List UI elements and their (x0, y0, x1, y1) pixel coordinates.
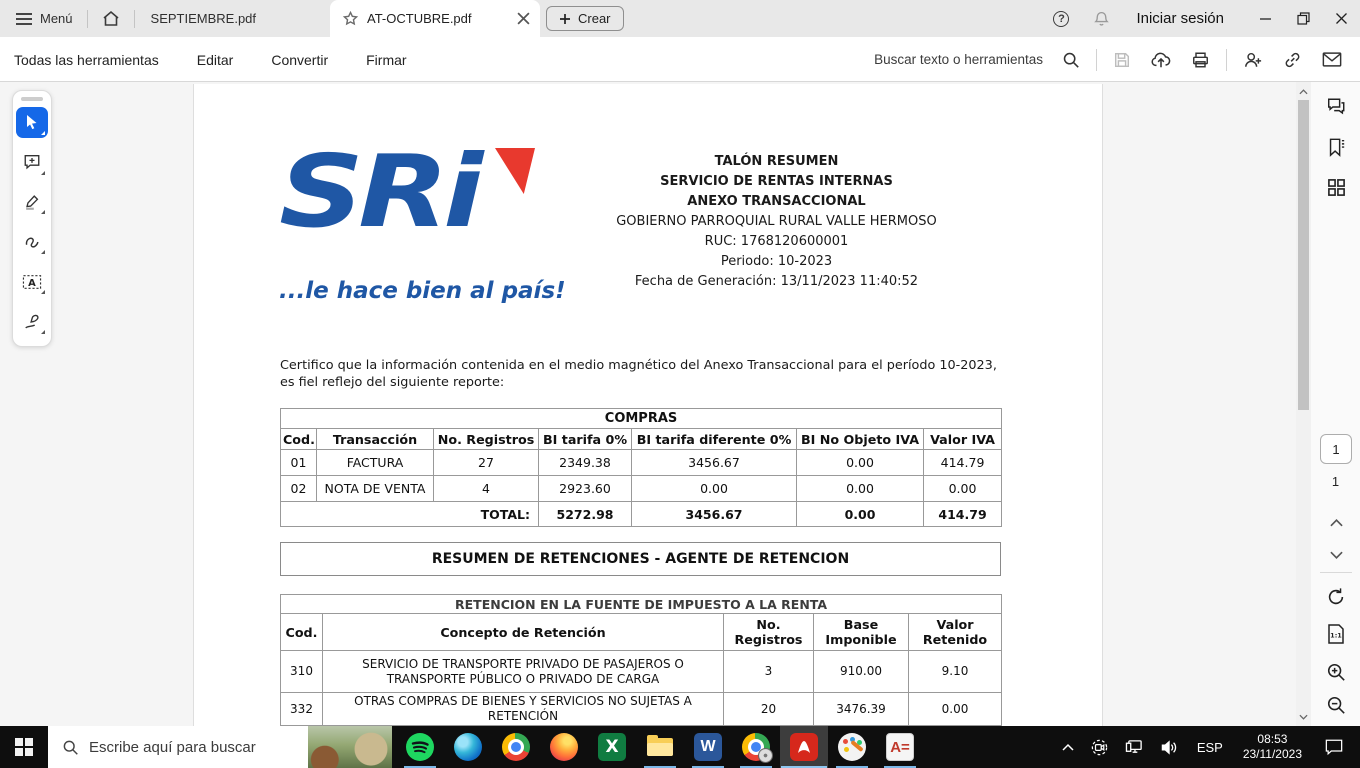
taskbar-app-excel[interactable] (588, 726, 636, 768)
compras-title: COMPRAS (281, 409, 1002, 429)
table-cell: 910.00 (814, 651, 909, 693)
menu-sign[interactable]: Firmar (366, 51, 407, 68)
tab-at-octubre[interactable] (330, 0, 540, 37)
table-cell: 0.00 (909, 693, 1002, 726)
taskbar-app-acrobat[interactable] (780, 726, 828, 768)
col-header: No. Registros (434, 429, 539, 450)
table-row (281, 693, 1002, 726)
table-cell: 2923.60 (539, 476, 632, 502)
add-comment-tool[interactable] (16, 147, 48, 178)
resumen-retenciones-title: RESUMEN DE RETENCIONES - AGENTE DE RETENCION (280, 542, 1001, 576)
flyout-indicator (41, 171, 45, 175)
share-button[interactable] (1141, 37, 1181, 82)
taskbar-app-spotify[interactable] (396, 726, 444, 768)
vertical-scrollbar[interactable] (1296, 82, 1311, 726)
minimize-button[interactable] (1246, 0, 1284, 37)
taskbar-app-document-viewer[interactable] (876, 726, 924, 768)
help-icon: ? (1053, 11, 1069, 27)
col-header: No. Registros (724, 614, 814, 651)
scroll-down-icon[interactable] (1296, 709, 1311, 724)
divider (1320, 572, 1352, 573)
retencion-title: RETENCION EN LA FUENTE DE IMPUESTO A LA RENTA (281, 595, 1002, 614)
add-text-tool[interactable] (16, 266, 48, 297)
taskbar-search[interactable] (48, 726, 392, 768)
table-cell: 0.00 (797, 450, 924, 476)
menu-edit[interactable]: Editar (196, 51, 234, 68)
taskbar-search-input[interactable] (89, 739, 308, 756)
table-cell: 4 (434, 476, 539, 502)
hamburger-icon (16, 12, 32, 26)
table-cell: SERVICIO DE TRANSPORTE PRIVADO DE PASAJEROS O TRANSPORTE PÚBLICO O PRIVADO DE CARGA (323, 651, 724, 693)
edge-icon (454, 733, 482, 761)
save-icon (1113, 51, 1131, 69)
chrome-icon (502, 733, 530, 761)
flyout-indicator (41, 131, 45, 135)
printer-icon (1191, 51, 1210, 69)
paint-icon (838, 733, 866, 761)
windows-taskbar (0, 726, 1360, 768)
taskbar-app-chrome-media[interactable] (732, 726, 780, 768)
col-header: Cod. (281, 614, 323, 651)
drag-handle[interactable] (21, 97, 43, 101)
tab-at-octubre-label: AT-OCTUBRE.pdf (367, 11, 472, 26)
flyout-indicator (41, 250, 45, 254)
tray-expand-button[interactable] (1054, 743, 1082, 751)
total-row (281, 502, 1002, 527)
divider (1226, 49, 1227, 71)
request-signatures-button[interactable] (1233, 37, 1273, 82)
home-icon (102, 10, 120, 27)
create-button[interactable] (546, 6, 624, 31)
table-row (281, 476, 1002, 502)
tray-time: 08:53 (1257, 732, 1288, 746)
get-link-button[interactable] (1273, 37, 1312, 82)
svg-text:A: A (28, 277, 36, 289)
help-button[interactable] (1041, 0, 1081, 37)
col-header: Valor Retenido (909, 614, 1002, 651)
toolbar (0, 37, 1360, 82)
header-line: TALÓN RESUMEN (714, 154, 839, 169)
mail-icon (1322, 51, 1342, 68)
scroll-up-icon[interactable] (1296, 84, 1311, 99)
table-cell: 0.00 (632, 476, 797, 502)
table-row (281, 450, 1002, 476)
flyout-indicator (41, 290, 45, 294)
header-line: ANEXO TRANSACCIONAL (687, 194, 866, 209)
flyout-indicator (41, 210, 45, 214)
header-line: Fecha de Generación: 13/11/2023 11:40:52 (634, 274, 919, 289)
document-viewport (0, 82, 1360, 726)
draw-tool[interactable] (16, 226, 48, 257)
home-button[interactable] (88, 0, 134, 37)
table-cell: OTRAS COMPRAS DE BIENES Y SERVICIOS NO SUJETAS A RETENCIÓN (323, 693, 724, 726)
taskbar-app-paint[interactable] (828, 726, 876, 768)
notifications-button[interactable] (1081, 0, 1122, 37)
rotate-page-button[interactable] (1323, 584, 1349, 610)
search-label[interactable]: Buscar texto o herramientas (874, 52, 1043, 67)
col-header: Concepto de Retención (323, 614, 724, 651)
word-icon: W (694, 733, 722, 761)
taskbar-app-file-explorer[interactable] (636, 726, 684, 768)
table-cell: 3476.39 (814, 693, 909, 726)
volume-icon[interactable] (1152, 739, 1187, 756)
file-explorer-icon (646, 733, 674, 761)
quick-tools-panel (12, 90, 52, 347)
system-tray (1054, 726, 1360, 768)
table-cell: 3456.67 (632, 450, 797, 476)
taskbar-app-word[interactable] (684, 726, 732, 768)
table-cell: 27 (434, 450, 539, 476)
svg-text:1:1: 1:1 (1330, 631, 1342, 640)
network-icon[interactable] (1117, 739, 1152, 756)
tab-close-icon[interactable] (517, 12, 530, 25)
zoom-in-button[interactable] (1323, 659, 1349, 685)
meet-now-icon[interactable] (1082, 738, 1117, 757)
menu-convert[interactable]: Convertir (271, 51, 329, 68)
page-thumbnails-button[interactable] (1323, 174, 1349, 200)
acrobat-icon (790, 733, 818, 761)
taskbar-app-firefox[interactable] (540, 726, 588, 768)
restore-button[interactable] (1284, 0, 1322, 37)
flyout-indicator (41, 330, 45, 334)
total-label: TOTAL: (281, 502, 539, 527)
table-cell: 332 (281, 693, 323, 726)
tab-septiembre[interactable] (135, 0, 300, 37)
table-cell: NOTA DE VENTA (317, 476, 434, 502)
bell-icon (1093, 10, 1110, 28)
certify-paragraph: Certifico que la información contenida en el medio magnético del Anexo Transaccional para el período 10-2023, es fiel reflejo del siguiente reporte: (280, 358, 997, 390)
previous-page-button[interactable] (1323, 510, 1349, 536)
header-line: GOBIERNO PARROQUIAL RURAL VALLE HERMOSO (616, 214, 937, 229)
link-icon (1283, 51, 1302, 69)
table-cell: 0.00 (924, 476, 1002, 502)
col-header: BI tarifa diferente 0% (632, 429, 797, 450)
right-panel-rail (1311, 82, 1360, 726)
highlight-tool[interactable] (16, 187, 48, 218)
tray-date: 23/11/2023 (1242, 747, 1302, 761)
table-cell: 3456.67 (632, 502, 797, 527)
select-tool[interactable] (16, 107, 48, 138)
star-icon[interactable] (342, 10, 359, 27)
add-user-icon (1243, 51, 1263, 69)
menu-label: Menú (40, 11, 73, 26)
table-cell: 20 (724, 693, 814, 726)
table-cell: FACTURA (317, 450, 434, 476)
header-line: RUC: 1768120600001 (704, 234, 849, 249)
title-bar (0, 0, 1360, 37)
current-page-input[interactable]: 1 (1320, 434, 1352, 464)
table-cell: 9.10 (909, 651, 1002, 693)
comments-panel-button[interactable] (1323, 94, 1349, 120)
plus-icon (559, 13, 571, 25)
retencion-table (280, 594, 1002, 726)
print-button[interactable] (1181, 37, 1220, 82)
table-cell: 414.79 (924, 450, 1002, 476)
table-cell: 3 (724, 651, 814, 693)
document-viewer-icon: A= (886, 733, 914, 761)
sri-logo (279, 133, 566, 307)
col-header: Base Imponible (814, 614, 909, 651)
col-header: Valor IVA (924, 429, 1002, 450)
search-box-image[interactable] (308, 726, 392, 768)
compras-table (280, 408, 1002, 527)
close-button[interactable] (1322, 0, 1360, 37)
search-icon (1062, 51, 1080, 69)
table-cell: 01 (281, 450, 317, 476)
table-cell: 414.79 (924, 502, 1002, 527)
sign-in-button[interactable]: Iniciar sesión (1136, 10, 1224, 27)
col-header: BI No Objeto IVA (797, 429, 924, 450)
clock[interactable] (1233, 732, 1312, 762)
table-row (281, 651, 1002, 693)
language-indicator[interactable]: ESP (1196, 739, 1223, 755)
divider (1096, 49, 1097, 71)
start-button[interactable] (0, 726, 48, 768)
chrome-media-icon (742, 733, 770, 761)
firefox-icon (550, 733, 578, 761)
table-cell: 5272.98 (539, 502, 632, 527)
header-line: SERVICIO DE RENTAS INTERNAS (660, 174, 893, 189)
excel-icon: X (598, 733, 626, 761)
taskbar-app-edge[interactable] (444, 726, 492, 768)
email-button[interactable] (1312, 37, 1352, 82)
sri-logo-text: SRi (279, 133, 478, 250)
table-cell: 0.00 (797, 502, 924, 527)
search-button[interactable] (1052, 37, 1090, 82)
actual-size-button[interactable] (1323, 621, 1349, 647)
tab-septiembre-label: SEPTIEMBRE.pdf (150, 11, 257, 26)
table-cell: 0.00 (797, 476, 924, 502)
pdf-page (193, 84, 1103, 726)
menu-button[interactable] (0, 0, 87, 37)
windows-logo-icon (15, 738, 33, 756)
create-label: Crear (578, 11, 611, 26)
next-page-button[interactable] (1323, 542, 1349, 568)
bookmarks-panel-button[interactable] (1323, 134, 1349, 160)
spotify-icon (406, 733, 434, 761)
col-header: Cod. (281, 429, 317, 450)
table-cell: 2349.38 (539, 450, 632, 476)
upload-cloud-icon (1151, 51, 1171, 69)
table-cell: 310 (281, 651, 323, 693)
taskbar-app-chrome[interactable] (492, 726, 540, 768)
menu-all-tools[interactable]: Todas las herramientas (14, 51, 159, 68)
col-header: BI tarifa 0% (539, 429, 632, 450)
scrollbar-thumb[interactable] (1298, 100, 1309, 410)
zoom-out-button[interactable] (1323, 692, 1349, 718)
save-button[interactable] (1103, 37, 1141, 82)
document-header (524, 152, 1029, 292)
table-cell: 02 (281, 476, 317, 502)
col-header: Transacción (317, 429, 434, 450)
sri-logo-tagline: ...le hace bien al país! (279, 278, 566, 304)
action-center-button[interactable] (1312, 738, 1360, 756)
search-icon (48, 739, 89, 756)
fill-sign-tool[interactable] (16, 306, 48, 337)
header-line: Periodo: 10-2023 (720, 254, 833, 269)
total-pages-label: 1 (1331, 474, 1340, 489)
